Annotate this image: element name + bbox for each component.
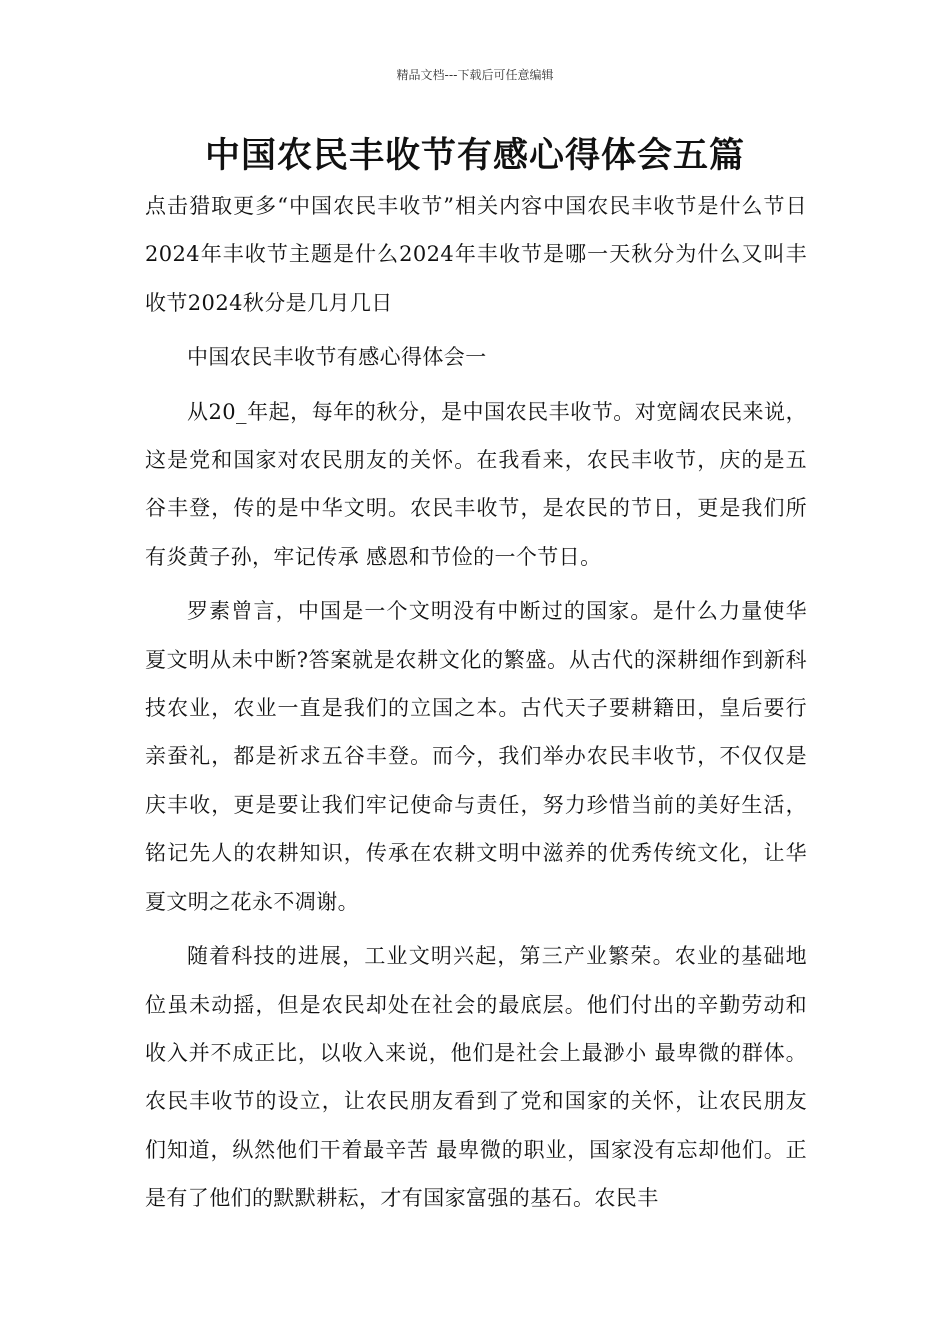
intro-paragraph: 点击猎取更多“中国农民丰收节”相关内容中国农民丰收节是什么节日2024年丰收节主题是什么2024年丰收节是哪一天秋分为什么又叫丰收节2024秋分是几月几日 — [145, 194, 807, 315]
document-title: 中国农民丰收节有感心得体会五篇 — [204, 136, 745, 176]
section-heading: 中国农民丰收节有感心得体会一 — [187, 345, 487, 370]
body-paragraph: 罗素曾言，中国是一个文明没有中断过的国家。是什么力量使华夏文明从未中断?答案就是农耕文化的繁盛。从古代的深耕细作到新科技农业，农业一直是我们的立国之本。古代天子要耕籍田，皇后要行亲蚕礼，都是祈求五谷丰登。而今，我们举办农民丰收节，不仅仅是庆丰收，更是要让我们牢记使命与责任，努力珍惜当前的美好生活，铭记先人的农耕知识，传承在农耕文明中滋养的优秀传统文化，让华夏文明之花永不凋谢。 — [145, 599, 807, 914]
body-paragraph: 从20_年起，每年的秋分，是中国农民丰收节。对宽阔农民来说，这是党和国家对农民朋友的关怀。在我看来，农民丰收节，庆的是五谷丰登，传的是中华文明。农民丰收节，是农民的节日，更是我们所有炎黄子孙，牢记传承 感恩和节俭的一个节日。 — [145, 399, 807, 569]
document-body — [145, 182, 807, 1223]
body-paragraph: 随着科技的进展，工业文明兴起，第三产业繁荣。农业的基础地位虽未动摇，但是农民却处在社会的最底层。他们付出的辛勤劳动和收入并不成正比，以收入来说，他们是社会上最渺小 最卑微的群体。农民丰收节的设立，让农民朋友看到了党和国家的关怀，让农民朋友们知道，纵然他们干着最辛苦 最卑微的职业，国家没有忘却他们。正是有了他们的默默耕耘，才有国家富强的基石。农民丰 — [145, 944, 807, 1211]
header-note: 精品文档---下载后可任意编辑 — [396, 68, 554, 82]
